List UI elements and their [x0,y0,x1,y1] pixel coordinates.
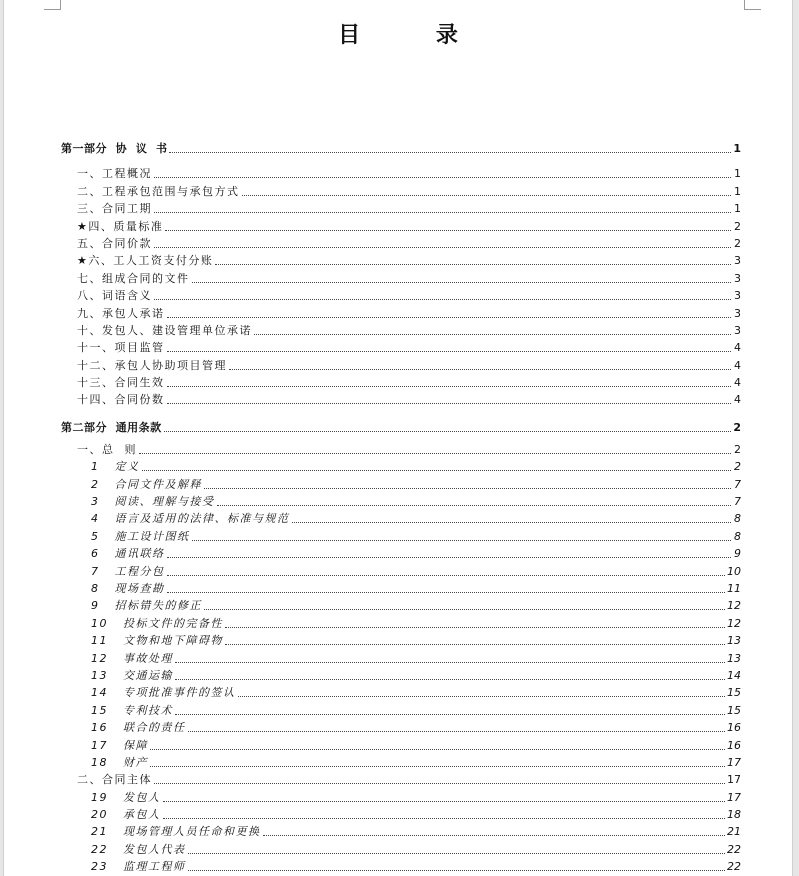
toc-entry-page-number: 16 [727,721,741,735]
toc-entry-page-number: 17 [727,773,741,787]
toc-dot-leader [154,247,731,248]
toc-entry-page-number: 8 [734,512,741,526]
toc-entry[interactable] [61,561,741,578]
toc-entry-page-number: 22 [727,860,741,874]
toc-entry-page-number: 2 [734,236,741,250]
toc-entry-label: 21 现场管理人员任命和更换 [91,825,261,839]
toc-entry[interactable] [61,822,741,839]
toc-dot-leader [167,592,726,593]
toc-entry[interactable] [61,526,741,543]
toc-entry-page-number: 3 [734,254,741,268]
toc-entry-page-number: 2 [734,460,741,474]
toc-entry-label: 6 通讯联络 [91,547,165,561]
toc-dot-leader [204,609,725,610]
toc-entry[interactable] [61,338,741,355]
toc-entry-page-number: 4 [734,358,741,372]
toc-entry[interactable] [61,321,741,338]
toc-entry-label: 十一、项目监管 [77,341,165,355]
toc-entry[interactable] [61,355,741,372]
toc-entry-page-number: 2 [734,442,741,456]
toc-entry[interactable] [61,509,741,526]
toc-entry[interactable] [61,199,741,216]
toc-entry-page-number: 3 [734,306,741,320]
toc-entry-page-number: 15 [727,686,741,700]
toc-entry[interactable] [61,373,741,390]
toc-entry[interactable] [61,138,741,156]
toc-dot-leader [225,644,725,645]
toc-dot-leader [192,282,732,283]
toc-entry-page-number: 4 [734,341,741,355]
toc-entry-page-number: 2 [733,421,741,435]
toc-entry[interactable] [61,735,741,752]
toc-entry-page-number: 1 [733,142,741,155]
toc-entry-label: 二、合同主体 [77,773,152,787]
toc-entry[interactable] [61,457,741,474]
toc-dot-leader [188,853,726,854]
toc-dot-leader [154,212,731,213]
toc-entry[interactable] [61,666,741,683]
page-corner-mark-right [744,0,761,10]
toc-entry-label: 19 发包人 [91,790,161,804]
toc-dot-leader [175,679,725,680]
toc-entry[interactable] [61,439,741,456]
toc-dot-leader [188,731,726,732]
toc-entry-page-number: 12 [727,616,741,630]
toc-entry-label: 11 文物和地下障碍物 [91,634,223,648]
toc-dot-leader [163,818,726,819]
toc-entry-label: 13 交通运输 [91,668,173,682]
toc-entry-page-number: 16 [727,738,741,752]
toc-entry-label: 9 招标错失的修正 [91,599,202,613]
toc-entry-page-number: 12 [727,599,741,613]
toc-dot-leader [167,575,726,576]
toc-entry-label: 5 施工设计图纸 [91,529,190,543]
toc-dot-leader [175,714,725,715]
toc-entry-page-number: 14 [727,668,741,682]
toc-entry[interactable] [61,596,741,613]
toc-entry[interactable] [61,787,741,804]
toc-entry-page-number: 3 [734,271,741,285]
toc-entry-page-number: 15 [727,703,741,717]
toc-dot-leader [254,334,731,335]
toc-dot-leader [150,749,725,750]
toc-dot-leader [142,470,732,471]
toc-entry-label: 一、总 则 [77,442,137,456]
toc-entry-page-number: 3 [734,323,741,337]
toc-entry[interactable] [61,579,741,596]
toc-entry-label: 十二、承包人协助项目管理 [77,358,227,372]
toc-entry-page-number: 7 [734,495,741,509]
toc-entry-page-number: 18 [727,808,741,822]
toc-dot-leader [238,696,726,697]
toc-dot-leader [263,835,726,836]
toc-entry-label: 1 定义 [91,460,140,474]
document-page [3,0,793,876]
toc-dot-leader [165,230,731,231]
toc-entry-page-number: 21 [727,825,741,839]
toc-entry[interactable] [61,181,741,198]
toc-entry-label: 16 联合的责任 [91,721,186,735]
toc-entry-page-number: 13 [727,634,741,648]
toc-entry-label: 18 财产 [91,755,148,769]
toc-entry-page-number: 10 [727,564,741,578]
toc-dot-leader [204,488,731,489]
toc-dot-leader [164,431,731,432]
toc-dot-leader [167,403,732,404]
toc-dot-leader [167,317,732,318]
toc-dot-leader [215,264,731,265]
toc-entry[interactable] [61,631,741,648]
toc-entry-label: 第二部分 通用条款 [61,421,162,435]
toc-dot-leader [167,386,732,387]
toc-entry[interactable] [61,718,741,735]
toc-entry[interactable] [61,805,741,822]
toc-entry-page-number: 22 [727,842,741,856]
toc-entry[interactable] [61,753,741,770]
toc-entry-label: 22 发包人代表 [91,842,186,856]
toc-dot-leader [225,627,725,628]
toc-dot-leader [167,557,732,558]
toc-entry-label: 八、词语含义 [77,289,152,303]
toc-entry-page-number: 17 [727,755,741,769]
toc-entry-label: 10 投标文件的完备性 [91,616,223,630]
toc-entry-label: 4 语言及适用的法律、标准与规范 [91,512,290,526]
toc-entry-label: 十四、合同份数 [77,393,165,407]
toc-entry-label: 20 承包人 [91,808,161,822]
toc-dot-leader [229,369,731,370]
toc-entry[interactable] [61,303,741,320]
toc-dot-leader [169,152,731,153]
toc-entry-page-number: 2 [734,219,741,233]
toc-entry-label: 十三、合同生效 [77,376,165,390]
toc-entry[interactable] [61,613,741,630]
toc-entry[interactable] [61,268,741,285]
toc-entry-label: 二、工程承包范围与承包方式 [77,184,240,198]
toc-entry-label: 第一部分 协 议 书 [61,142,168,155]
toc-entry[interactable] [61,417,741,435]
toc-dot-leader [154,783,725,784]
toc-entry-label: ★六、工人工资支付分账 [77,254,214,268]
toc-entry-page-number: 8 [734,529,741,543]
toc-entry[interactable] [61,857,741,874]
toc-dot-leader [154,299,731,300]
toc-entry-label: 7 工程分包 [91,564,165,578]
toc-entry-label: 九、承包人承诺 [77,306,165,320]
toc-entry[interactable] [61,251,741,268]
page-title: 目 录 [338,22,492,48]
toc-entry-page-number: 1 [734,184,741,198]
toc-entry-page-number: 7 [734,477,741,491]
toc-entry-page-number: 11 [727,581,741,595]
toc-entry-label: 3 阅读、理解与接受 [91,495,215,509]
page-corner-mark-left [44,0,61,10]
toc-entry-label: 五、合同价款 [77,236,152,250]
toc-entry-label: 十、发包人、建设管理单位承诺 [77,323,252,337]
toc-entry-page-number: 1 [734,202,741,216]
toc-entry[interactable] [61,492,741,509]
toc-entry-page-number: 4 [734,393,741,407]
toc-entry-page-number: 4 [734,376,741,390]
toc-dot-leader [175,662,725,663]
table-of-contents [61,138,741,874]
toc-dot-leader [163,801,726,802]
toc-entry-label: 12 事故处理 [91,651,173,665]
toc-entry[interactable] [61,770,741,787]
toc-entry-label: 15 专利技术 [91,703,173,717]
toc-entry[interactable] [61,234,741,251]
toc-dot-leader [217,505,732,506]
toc-entry[interactable] [61,286,741,303]
toc-dot-leader [292,522,732,523]
toc-dot-leader [154,177,731,178]
toc-entry[interactable] [61,164,741,181]
toc-entry-page-number: 3 [734,289,741,303]
toc-entry[interactable] [61,474,741,491]
toc-entry-page-number: 13 [727,651,741,665]
toc-dot-leader [192,540,732,541]
toc-entry-label: 七、组成合同的文件 [77,271,190,285]
toc-dot-leader [150,766,725,767]
toc-entry[interactable] [61,839,741,856]
toc-dot-leader [242,195,732,196]
toc-dot-leader [188,870,726,871]
toc-entry[interactable] [61,216,741,233]
toc-entry-page-number: 17 [727,790,741,804]
toc-entry-label: 14 专项批准事件的签认 [91,686,236,700]
toc-entry-page-number: 1 [734,167,741,181]
toc-entry-label: 一、工程概况 [77,167,152,181]
toc-entry-label: 2 合同文件及解释 [91,477,202,491]
toc-entry-label: 三、合同工期 [77,202,152,216]
toc-dot-leader [167,351,732,352]
toc-entry[interactable] [61,544,741,561]
toc-entry-label: 17 保障 [91,738,148,752]
toc-entry-label: 8 现场查勘 [91,581,165,595]
toc-dot-leader [139,453,731,454]
toc-entry-label: ★四、质量标准 [77,219,164,233]
toc-entry-page-number: 9 [734,547,741,561]
toc-entry[interactable] [61,683,741,700]
toc-entry[interactable] [61,390,741,407]
toc-entry[interactable] [61,648,741,665]
toc-entry-label: 23 监理工程师 [91,860,186,874]
toc-entry[interactable] [61,700,741,717]
